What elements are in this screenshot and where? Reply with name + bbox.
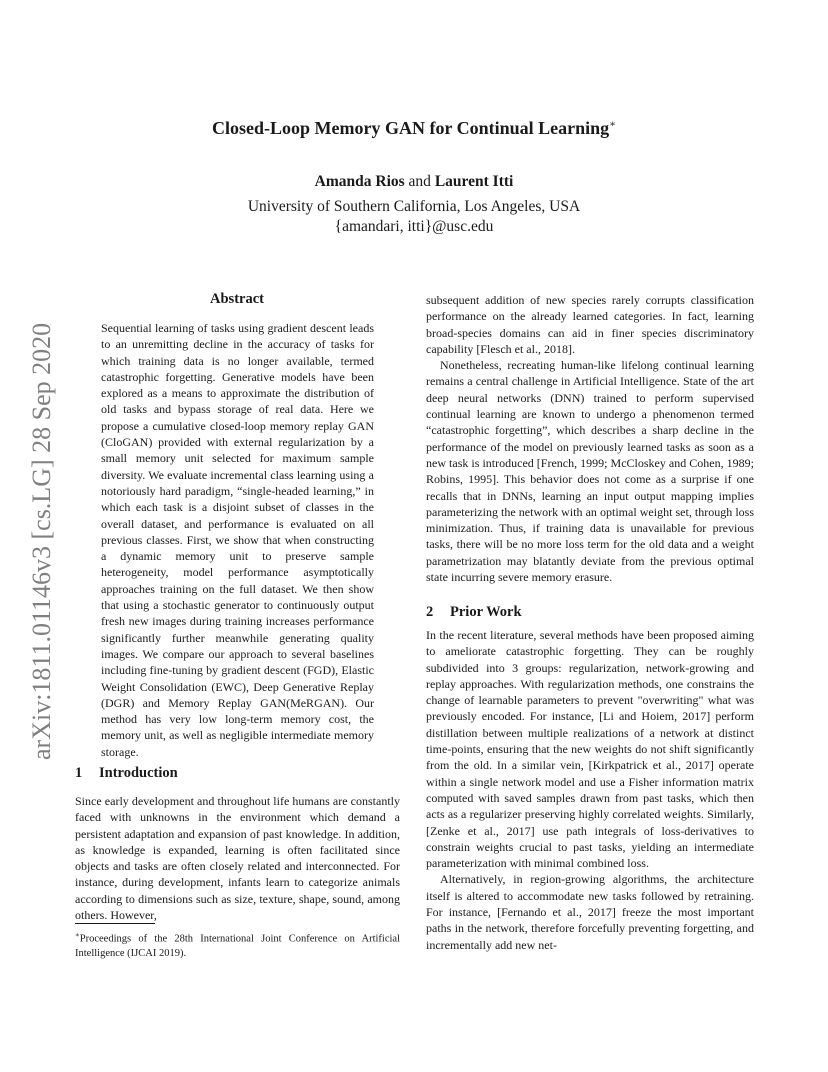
prior-paragraph-2: Alternatively, in region-growing algorithms, the architecture itself is altered to accommodate new tasks followed by retraining. For instance, [Fernando et al., 2017] freeze the most important paths in the network, therefore forcefully preventing forgetting, and incrementally add new net- — [426, 872, 754, 952]
right-paragraph-1: subsequent addition of new species rarely corrupts classification performance on the already learned categories. In fact, learning broad-species domains can aid in finer species discriminatory capability [Flesch et al., 2018]. — [426, 293, 754, 356]
section-number: 1 — [75, 765, 83, 781]
section-heading-prior-work — [426, 604, 522, 621]
footnote-mark: ∗ — [75, 931, 80, 939]
section-title: Introduction — [99, 765, 178, 781]
prior-paragraph-1: In the recent literature, several methods have been proposed aiming to ameliorate catastrophic forgetting. They can be roughly subdivided into 3 groups: regularization, network-growing and replay approaches. With regularization methods, one constrains the change of learnable parameters to prevent "overwriting" what was previously encoded. For instance, [Li and Hoiem, 2017] perform distillation between multiple realizations of a network at distinct time-points, ensuring that the new weights do not shift significantly from the old. In a similar vein, [Kirkpatrick et al., 2017] operate within a single network model and use a Fisher information matrix computed with saved samples drawn from past tasks, which then acts as a regularizer preserving highly correlated weights. Similarly, [Zenke et al., 2017] use path integrals of loss-derivatives to constrain weights crucial to past tasks, yielding an intermediate parameterization with minimal combined loss. — [426, 628, 754, 871]
footnote — [75, 928, 400, 961]
author-2: Laurent Itti — [434, 173, 514, 190]
footnote-text: Proceedings of the 28th International Joint Conference on Artificial Intelligence (IJCAI 2019). — [75, 933, 400, 959]
author-1: Amanda Rios — [314, 173, 405, 190]
prior-work-body — [426, 627, 754, 953]
author-conjunction: and — [408, 173, 431, 190]
section-number: 2 — [426, 604, 434, 620]
affiliation: University of Southern California, Los Angeles, USA — [247, 198, 581, 215]
author-line — [0, 173, 828, 191]
paper-title — [0, 118, 828, 139]
abstract-heading: Abstract — [210, 291, 264, 307]
arxiv-identifier: arXiv:1811.01146v3 [cs.LG] 28 Sep 2020 — [27, 322, 56, 760]
intro-text: Since early development and throughout life humans are constantly faced with unknowns in the environment which demand a persistent adaptation and expansion of past knowledge. In addition, as knowledge is expanded, learning is often facilitated since objects and tasks are often closely related and interconnected. For instance, during development, infants learn to categorize animals according to dimensions such as size, texture, shape, sound, among others. However, — [75, 794, 400, 923]
abstract-text: Sequential learning of tasks using gradient descent leads to an unremitting decline in the accuracy of tasks for which training data is no longer available, termed catastrophic forgetting. Generative models have been explored as a means to approximate the distribution of old tasks and bypass storage of real data. Here we propose a cumulative closed-loop memory replay GAN (CloGAN) provided with external regularization by a small memory unit selected for maximum sample diversity. We evaluate incremental class learning using a notoriously hard paradigm, “single-headed learning,” in which each task is a disjoint subset of classes in the overall dataset, and performance is evaluated on all previous classes. First, we show that when constructing a dynamic memory unit to preserve sample heterogeneity, model performance asymptotically approaches training on the full dataset. We then show that using a stochastic generator to continuously output fresh new images during training increases performance significantly further meanwhile generating quality images. We compare our approach to several baselines including fine-tuning by gradient descent (FGD), Elastic Weight Consolidation (EWC), Deep Generative Replay (DGR) and Memory Replay GAN(MeRGAN). Our method has very low long-term memory cost, the memory unit, as well as negligible intermediate memory storage. — [101, 321, 374, 759]
title-text: Closed-Loop Memory GAN for Continual Learning — [212, 118, 610, 138]
section-heading-introduction — [75, 765, 178, 782]
author-email: {amandari, itti}@usc.edu — [334, 218, 494, 235]
footnote-rule — [75, 923, 155, 924]
section-title: Prior Work — [450, 604, 522, 620]
introduction-paragraph — [75, 793, 400, 923]
right-column-continuation — [426, 292, 754, 585]
title-footnote-mark: ∗ — [609, 119, 616, 130]
right-paragraph-2: Nonetheless, recreating human-like lifelong continual learning remains a central challenge in Artificial Intelligence. State of the art deep neural networks (DNN) trained to perform supervised continual learning are known to undergo a phenomenon termed “catastrophic forgetting”, which describes a sharp decline in the performance of the model on previously learned tasks as soon as a new task is introduced [French, 1999; McCloskey and Cohen, 1989; Robins, 1995]. This behavior does not come as a surprise if one recalls that in DNNs, learning an input output mapping implies parameterizing the network with an optimal weight set, through loss minimization. Thus, if training data is unavailable for previous tasks, there will be no more loss term for the old data and a weight parametrization may blatantly deviate from the previous optimal state incurring severe memory erasure. — [426, 358, 754, 585]
